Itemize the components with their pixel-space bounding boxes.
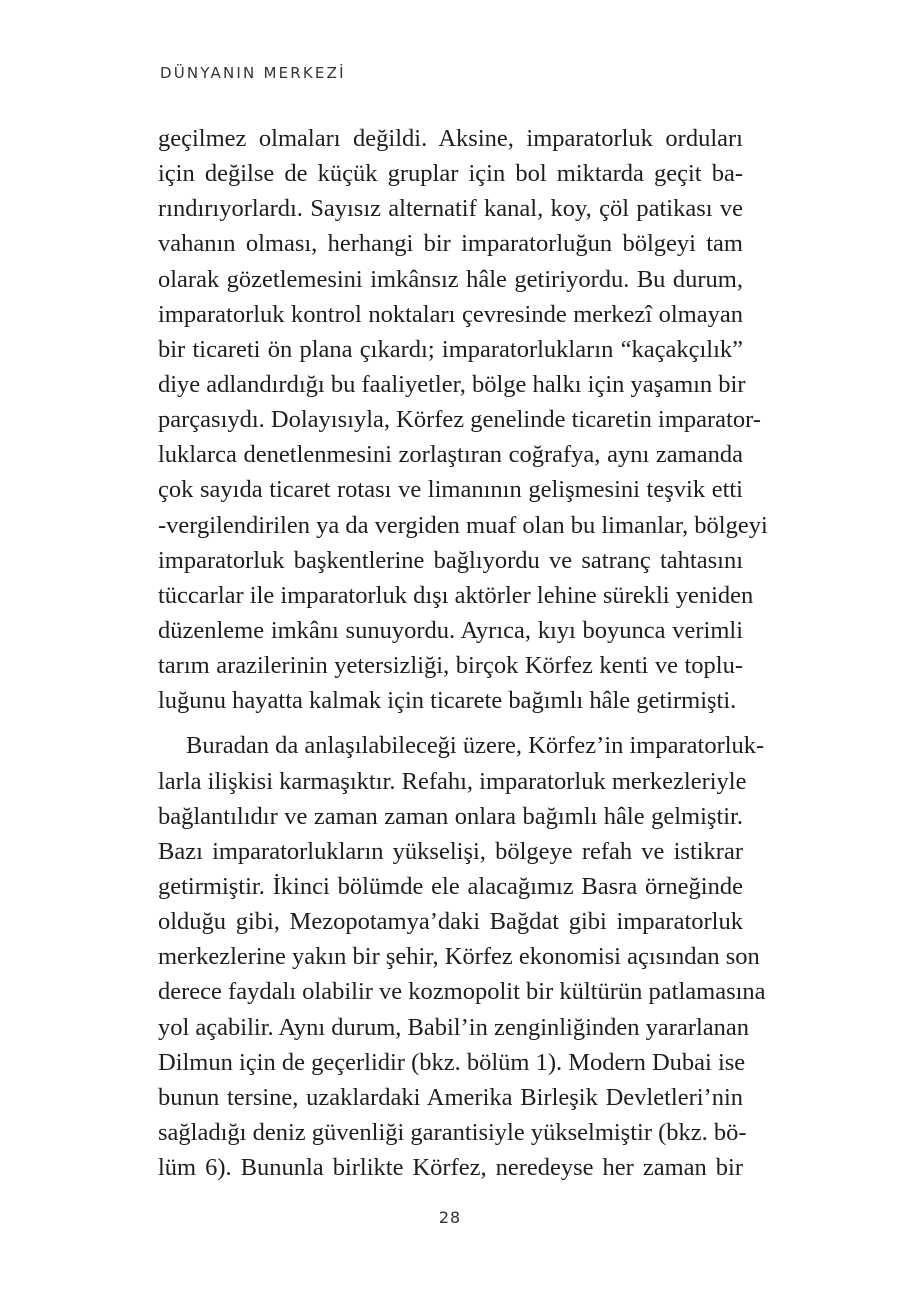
text-line: olduğu gibi, Mezopotamya’daki Bağdat gibi imparatorluk	[158, 908, 743, 936]
text-line: bunun tersine, uzaklardaki Amerika Birleşik Devletleri’nin	[158, 1083, 743, 1111]
text-line: tarım arazilerinin yetersizliği, birçok Körfez kenti ve toplu-	[158, 652, 743, 680]
text-line: rındırıyorlardı. Sayısız alternatif kanal, koy, çöl patikası ve	[158, 195, 743, 223]
text-line: Dilmun için de geçerlidir (bkz. bölüm 1). Modern Dubai ise	[158, 1048, 746, 1076]
text-line: yol açabilir. Aynı durum, Babil’in zenginliğinden yararlanan	[158, 1013, 750, 1041]
text-line: luğunu hayatta kalmak için ticarete bağımlı hâle getirmişti.	[158, 687, 737, 715]
running-head: DÜNYANIN MERKEZİ	[160, 64, 346, 82]
text-line: çok sayıda ticaret rotası ve limanının gelişmesini teşvik etti	[158, 476, 743, 504]
text-line: imparatorluk kontrol noktaları çevresinde merkezî olmayan	[158, 300, 743, 328]
text-line: bir ticareti ön plana çıkardı; imparatorlukların “kaçakçılık”	[158, 335, 743, 363]
text-line: bağlantılıdır ve zaman zaman onlara bağımlı hâle gelmiştir.	[158, 802, 743, 830]
text-line: olarak gözetlemesini imkânsız hâle getiriyordu. Bu durum,	[158, 265, 743, 293]
text-line: Bazı imparatorlukların yükselişi, bölgeye refah ve istikrar	[158, 837, 743, 865]
paragraph-1	[158, 121, 768, 718]
text-line: getirmiştir. İkinci bölümde ele alacağımız Basra örneğinde	[158, 872, 743, 900]
text-line: diye adlandırdığı bu faaliyetler, bölge halkı için yaşamın bir	[158, 370, 746, 398]
text-line: larla ilişkisi karmaşıktır. Refahı, imparatorluk merkezleriyle	[158, 767, 747, 795]
text-line: imparatorluk başkentlerine bağlıyordu ve satranç tahtasını	[158, 546, 743, 574]
text-line: tüccarlar ile imparatorluk dışı aktörler lehine sürekli yeniden	[158, 581, 754, 609]
text-line: vahanın olması, herhangi bir imparatorluğun bölgeyi tam	[158, 230, 743, 258]
paragraph-gap	[158, 718, 743, 728]
text-line: -vergilendirilen ya da vergiden muaf olan bu limanlar, bölgeyi	[158, 511, 768, 539]
text-line: sağladığı deniz güvenliği garantisiyle yükselmiştir (bkz. bö-	[158, 1118, 747, 1146]
text-line: parçasıydı. Dolayısıyla, Körfez genelinde ticaretin imparator-	[158, 406, 761, 434]
text-line: Buradan da anlaşılabileceği üzere, Körfez’in imparatorluk-	[186, 732, 765, 760]
text-line: derece faydalı olabilir ve kozmopolit bir kültürün patlamasına	[158, 978, 766, 1006]
page-number: 28	[438, 1208, 462, 1227]
text-line: düzenleme imkânı sunuyordu. Ayrıca, kıyı boyunca verimli	[158, 616, 743, 644]
text-line: için değilse de küçük gruplar için bol miktarda geçit ba-	[158, 160, 743, 188]
paragraph-2	[158, 728, 766, 1185]
body-text	[158, 121, 768, 1185]
text-line: luklarca denetlenmesini zorlaştıran coğrafya, aynı zamanda	[158, 441, 743, 469]
text-line: geçilmez olmaları değildi. Aksine, imparatorluk orduları	[158, 125, 743, 152]
text-line: merkezlerine yakın bir şehir, Körfez ekonomisi açısından son	[158, 943, 760, 971]
text-line: lüm 6). Bununla birlikte Körfez, neredeyse her zaman bir	[158, 1154, 743, 1182]
